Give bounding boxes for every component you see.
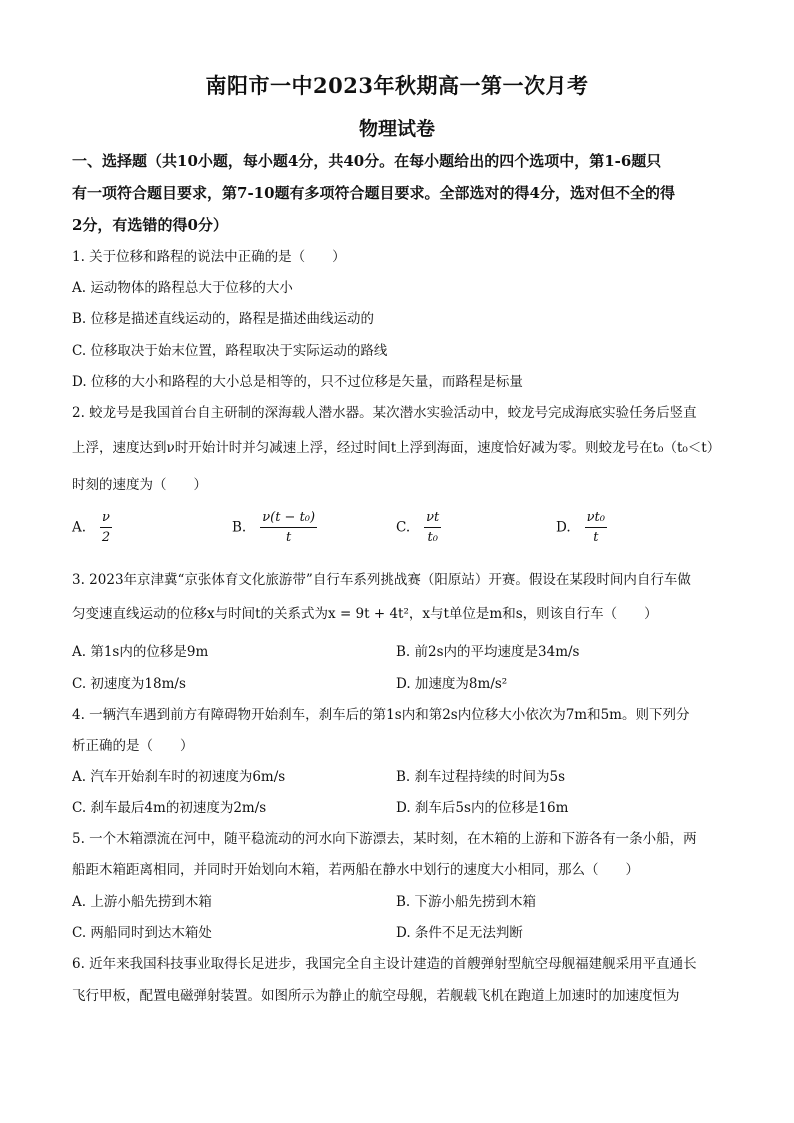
q2-option-d-numerator: νt₀	[585, 510, 607, 528]
q2-option-b-numerator: ν(t − t₀)	[260, 510, 317, 528]
q2-stem-line-1: 2. 蛟龙号是我国首台自主研制的深海载人潜水器。某次潜水实验活动中，蛟龙号完成海底实验任务后竖直	[72, 405, 697, 421]
q2-option-c-label: C.	[396, 519, 411, 536]
q5-stem-line-1: 5. 一个木箱漂流在河中，随平稳流动的河水向下游漂去，某时刻，在木箱的上游和下游各有一条小船，两	[72, 831, 697, 847]
q2-option-a-denominator: 2	[101, 530, 111, 545]
q4-option-b: B. 刹车过程持续的时间为5s	[396, 769, 566, 785]
q6-stem-line-2: 飞行甲板，配置电磁弹射装置。如图所示为静止的航空母舰，若舰载飞机在跑道上加速时的加速度恒为	[72, 988, 680, 1004]
page-title: 南阳市一中2023年秋期高一第一次月考	[205, 73, 589, 98]
q2-option-b-fraction	[260, 510, 317, 545]
q2-option-c-numerator: νt	[424, 510, 441, 528]
q2-option-c	[396, 510, 441, 545]
q5-option-d: D. 条件不足无法判断	[396, 925, 523, 941]
q6-stem-line-1: 6. 近年来我国科技事业取得长足进步，我国完全自主设计建造的首艘弹射型航空母舰福建舰采用平直通长	[72, 956, 697, 972]
q3-stem-line-2: 匀变速直线运动的位移x与时间t的关系式为x = 9t + 4t²，x与t单位是m和s，则该自行车（ ）	[72, 606, 658, 622]
q4-option-a: A. 汽车开始刹车时的初速度为6m/s	[72, 769, 286, 785]
q2-stem-line-3: 时刻的速度为（ ）	[72, 477, 207, 493]
q4-option-c: C. 刹车最后4m的初速度为2m/s	[72, 800, 267, 816]
q1-option-c: C. 位移取决于始末位置，路程取决于实际运动的路线	[72, 343, 388, 359]
section-instructions-line-2: 有一项符合题目要求，第7-10题有多项符合题目要求。全部选对的得4分，选对但不全的得	[72, 184, 675, 202]
q2-option-c-denominator: t₀	[427, 530, 438, 545]
q2-option-d-denominator: t	[593, 530, 599, 545]
q1-stem: 1. 关于位移和路程的说法中正确的是（ ）	[72, 249, 346, 265]
q2-option-d-label: D.	[556, 519, 571, 536]
q3-option-c: C. 初速度为18m/s	[72, 676, 186, 692]
section-instructions-line-3: 2分，有选错的得0分）	[72, 216, 228, 234]
q2-option-a	[72, 510, 112, 545]
q4-stem-line-2: 析正确的是（ ）	[72, 738, 194, 754]
q1-option-a: A. 运动物体的路程总大于位移的大小	[72, 280, 293, 296]
q3-stem-line-1: 3. 2023年京津冀“京张体育文化旅游带”自行车系列挑战赛（阳原站）开赛。假设在某段时间内自行车做	[72, 572, 691, 588]
q2-option-d	[556, 510, 607, 545]
q2-option-c-fraction	[424, 510, 441, 545]
q2-option-a-numerator: ν	[100, 510, 112, 528]
q2-option-b-denominator: t	[286, 530, 292, 545]
q2-option-b-label: B.	[232, 519, 247, 536]
q2-option-b	[232, 510, 317, 545]
q1-option-b: B. 位移是描述直线运动的，路程是描述曲线运动的	[72, 311, 375, 327]
q3-option-b: B. 前2s内的平均速度是34m/s	[396, 644, 580, 660]
q3-option-d: D. 加速度为8m/s²	[396, 676, 508, 692]
q1-option-d: D. 位移的大小和路程的大小总是相等的，只不过位移是矢量，而路程是标量	[72, 374, 523, 390]
q4-stem-line-1: 4. 一辆汽车遇到前方有障碍物开始刹车，刹车后的第1s内和第2s内位移大小依次为7m和5m。则下列分	[72, 707, 690, 723]
q2-option-d-fraction	[585, 510, 607, 545]
q3-option-a: A. 第1s内的位移是9m	[72, 644, 209, 660]
q5-stem-line-2: 船距木箱距离相同，并同时开始划向木箱，若两船在静水中划行的速度大小相同，那么（ ）	[72, 862, 639, 878]
page-subtitle: 物理试卷	[358, 118, 435, 140]
section-instructions-line-1: 一、选择题（共10小题，每小题4分，共40分。在每小题给出的四个选项中，第1-6题只	[72, 152, 662, 170]
q5-option-b: B. 下游小船先捞到木箱	[396, 894, 537, 910]
q2-option-a-fraction	[100, 510, 112, 545]
q5-option-a: A. 上游小船先捞到木箱	[72, 894, 212, 910]
q5-option-c: C. 两船同时到达木箱处	[72, 925, 212, 941]
q4-option-d: D. 刹车后5s内的位移是16m	[396, 800, 569, 816]
q2-option-a-label: A.	[72, 519, 87, 536]
q2-stem-line-2: 上浮，速度达到ν时开始计时并匀减速上浮，经过时间t上浮到海面，速度恰好减为零。则蛟龙号在t₀（t₀＜t）	[72, 440, 721, 456]
